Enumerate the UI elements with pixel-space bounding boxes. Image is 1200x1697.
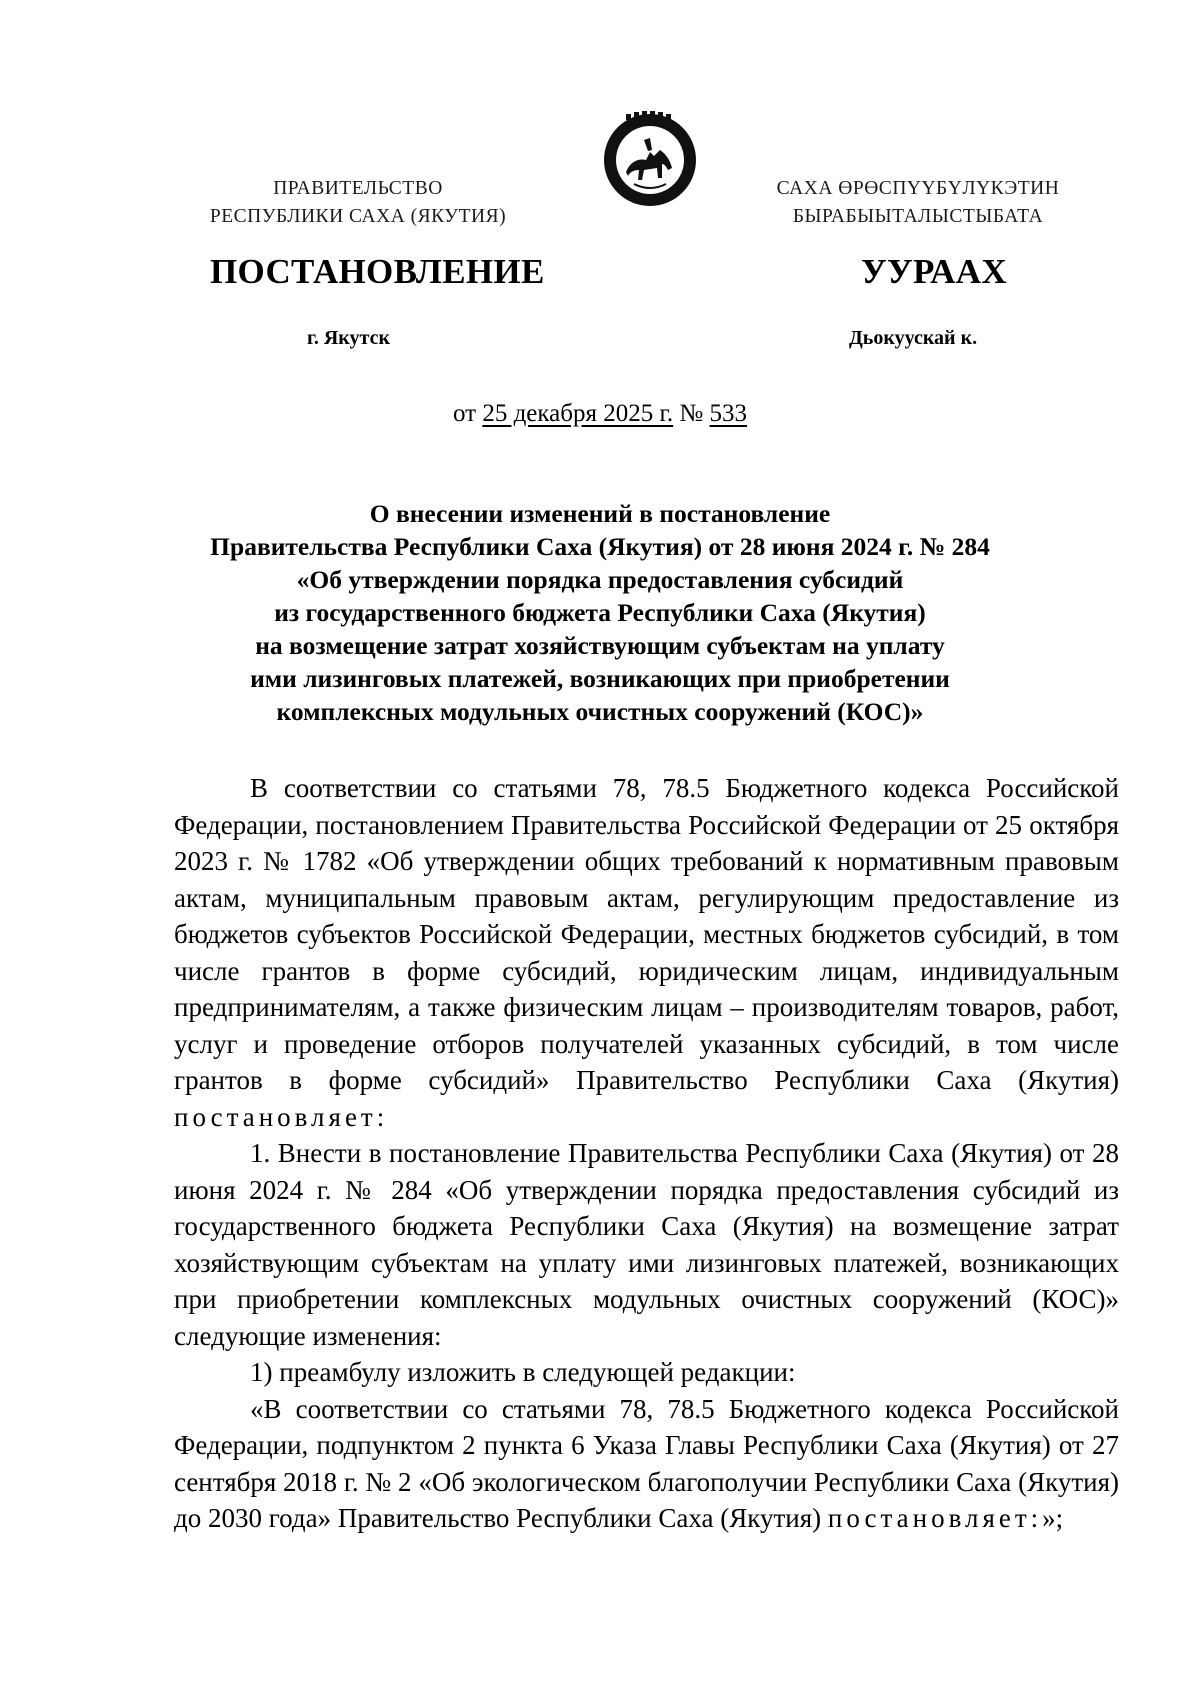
header-left-line1: ПРАВИТЕЛЬСТВО (273, 178, 443, 199)
preamble-text: В соответствии со статьями 78, 78.5 Бюджетного кодекса Российской Федерации, постановлением Правительства Российской Федерации от 25 октября 2023 г. № 1782 «Об утверждении общих требований к нормативным правовым актам, муниципальным правовым актам, регулирующим предоставление из бюджетов субъектов Российской Федерации, местных бюджетов субсидий, в том числе грантов в форме субсидий, юридическим лицам, индивидуальным предпринимателям, а также физическим лицам – производителям товаров, работ, услуг и проведение отборов получателей указанных субсидий, в том числе грантов в форме субсидий» Правительство Республики Саха (Якутия) (174, 773, 1119, 1095)
header-right-line2: БЫРАБЫЫТАЛЫСТЫБАТА (792, 206, 1044, 227)
title-line: «Об утверждении порядка предоставления субсидий (296, 565, 904, 594)
place-right: Дьокуускай к. (849, 327, 978, 349)
title-line: О внесении изменений в постановление (369, 499, 831, 528)
document-body (174, 770, 1119, 1537)
date-prefix: от (452, 400, 477, 427)
header-right (718, 175, 1118, 231)
title-line: Правительства Республики Саха (Якутия) от 28 июня 2024 г. № 284 (210, 532, 990, 561)
header-left-line2: РЕСПУБЛИКИ САХА (ЯКУТИЯ) (209, 206, 507, 227)
doc-type-left: ПОСТАНОВЛЕНИЕ (210, 252, 545, 291)
doc-type-right: УУРААХ (861, 252, 1007, 291)
title-line: из государственного бюджета Республики Саха (Якутия) (274, 598, 926, 627)
date-number-line (0, 398, 1200, 430)
paragraph-subitem-1: 1) преамбулу изложить в следующей редакции: (250, 1357, 796, 1387)
document-date: 25 декабря 2025 г. (482, 400, 674, 427)
paragraph-preamble (174, 770, 1119, 1135)
title-line: на возмещение затрат хозяйствующим субъектам на уплату (255, 631, 945, 660)
paragraph-quoted-preamble (174, 1391, 1119, 1537)
title-line: комплексных модульных очистных сооружений (КОС)» (276, 697, 924, 726)
header-left (158, 175, 558, 231)
header-right-line1: САХА ӨРӨСПҮҮБҮЛҮКЭТИН (776, 178, 1060, 199)
title-line: ими лизинговых платежей, возникающих при приобретении (250, 664, 950, 693)
quoted-preamble-text: «В соответствии со статьями 78, 78.5 Бюджетного кодекса Российской Федерации, подпунктом 2 пункта 6 Указа Главы Республики Саха (Якутия) от 27 сентября 2018 г. № 2 «Об экологическом благополучии Республики Саха (Якутия) до 2030 года» Правительство Республики Саха (Якутия) (174, 1393, 1119, 1533)
place-left: г. Якутск (307, 327, 390, 349)
document-title (150, 497, 1050, 728)
preamble-spaced-word: постановляет: (174, 1101, 389, 1132)
paragraph-item-1: 1. Внести в постановление Правительства Республики Саха (Якутия) от 28 июня 2024 г. № 284 «Об утверждении порядка предоставления субсидий из государственного бюджета Республики Саха (Якутия) на возмещение затрат хозяйствующим субъектам на уплату ими лизинговых платежей, возникающих при приобретении комплексных модульных очистных сооружений (КОС)» следующие изменения: (174, 1138, 1119, 1351)
quoted-tail: »; (1042, 1503, 1064, 1533)
emblem-icon (600, 110, 700, 210)
quoted-spaced-word: постановляет: (827, 1503, 1043, 1533)
number-sign: № (679, 400, 704, 427)
document-number: 533 (709, 400, 748, 427)
